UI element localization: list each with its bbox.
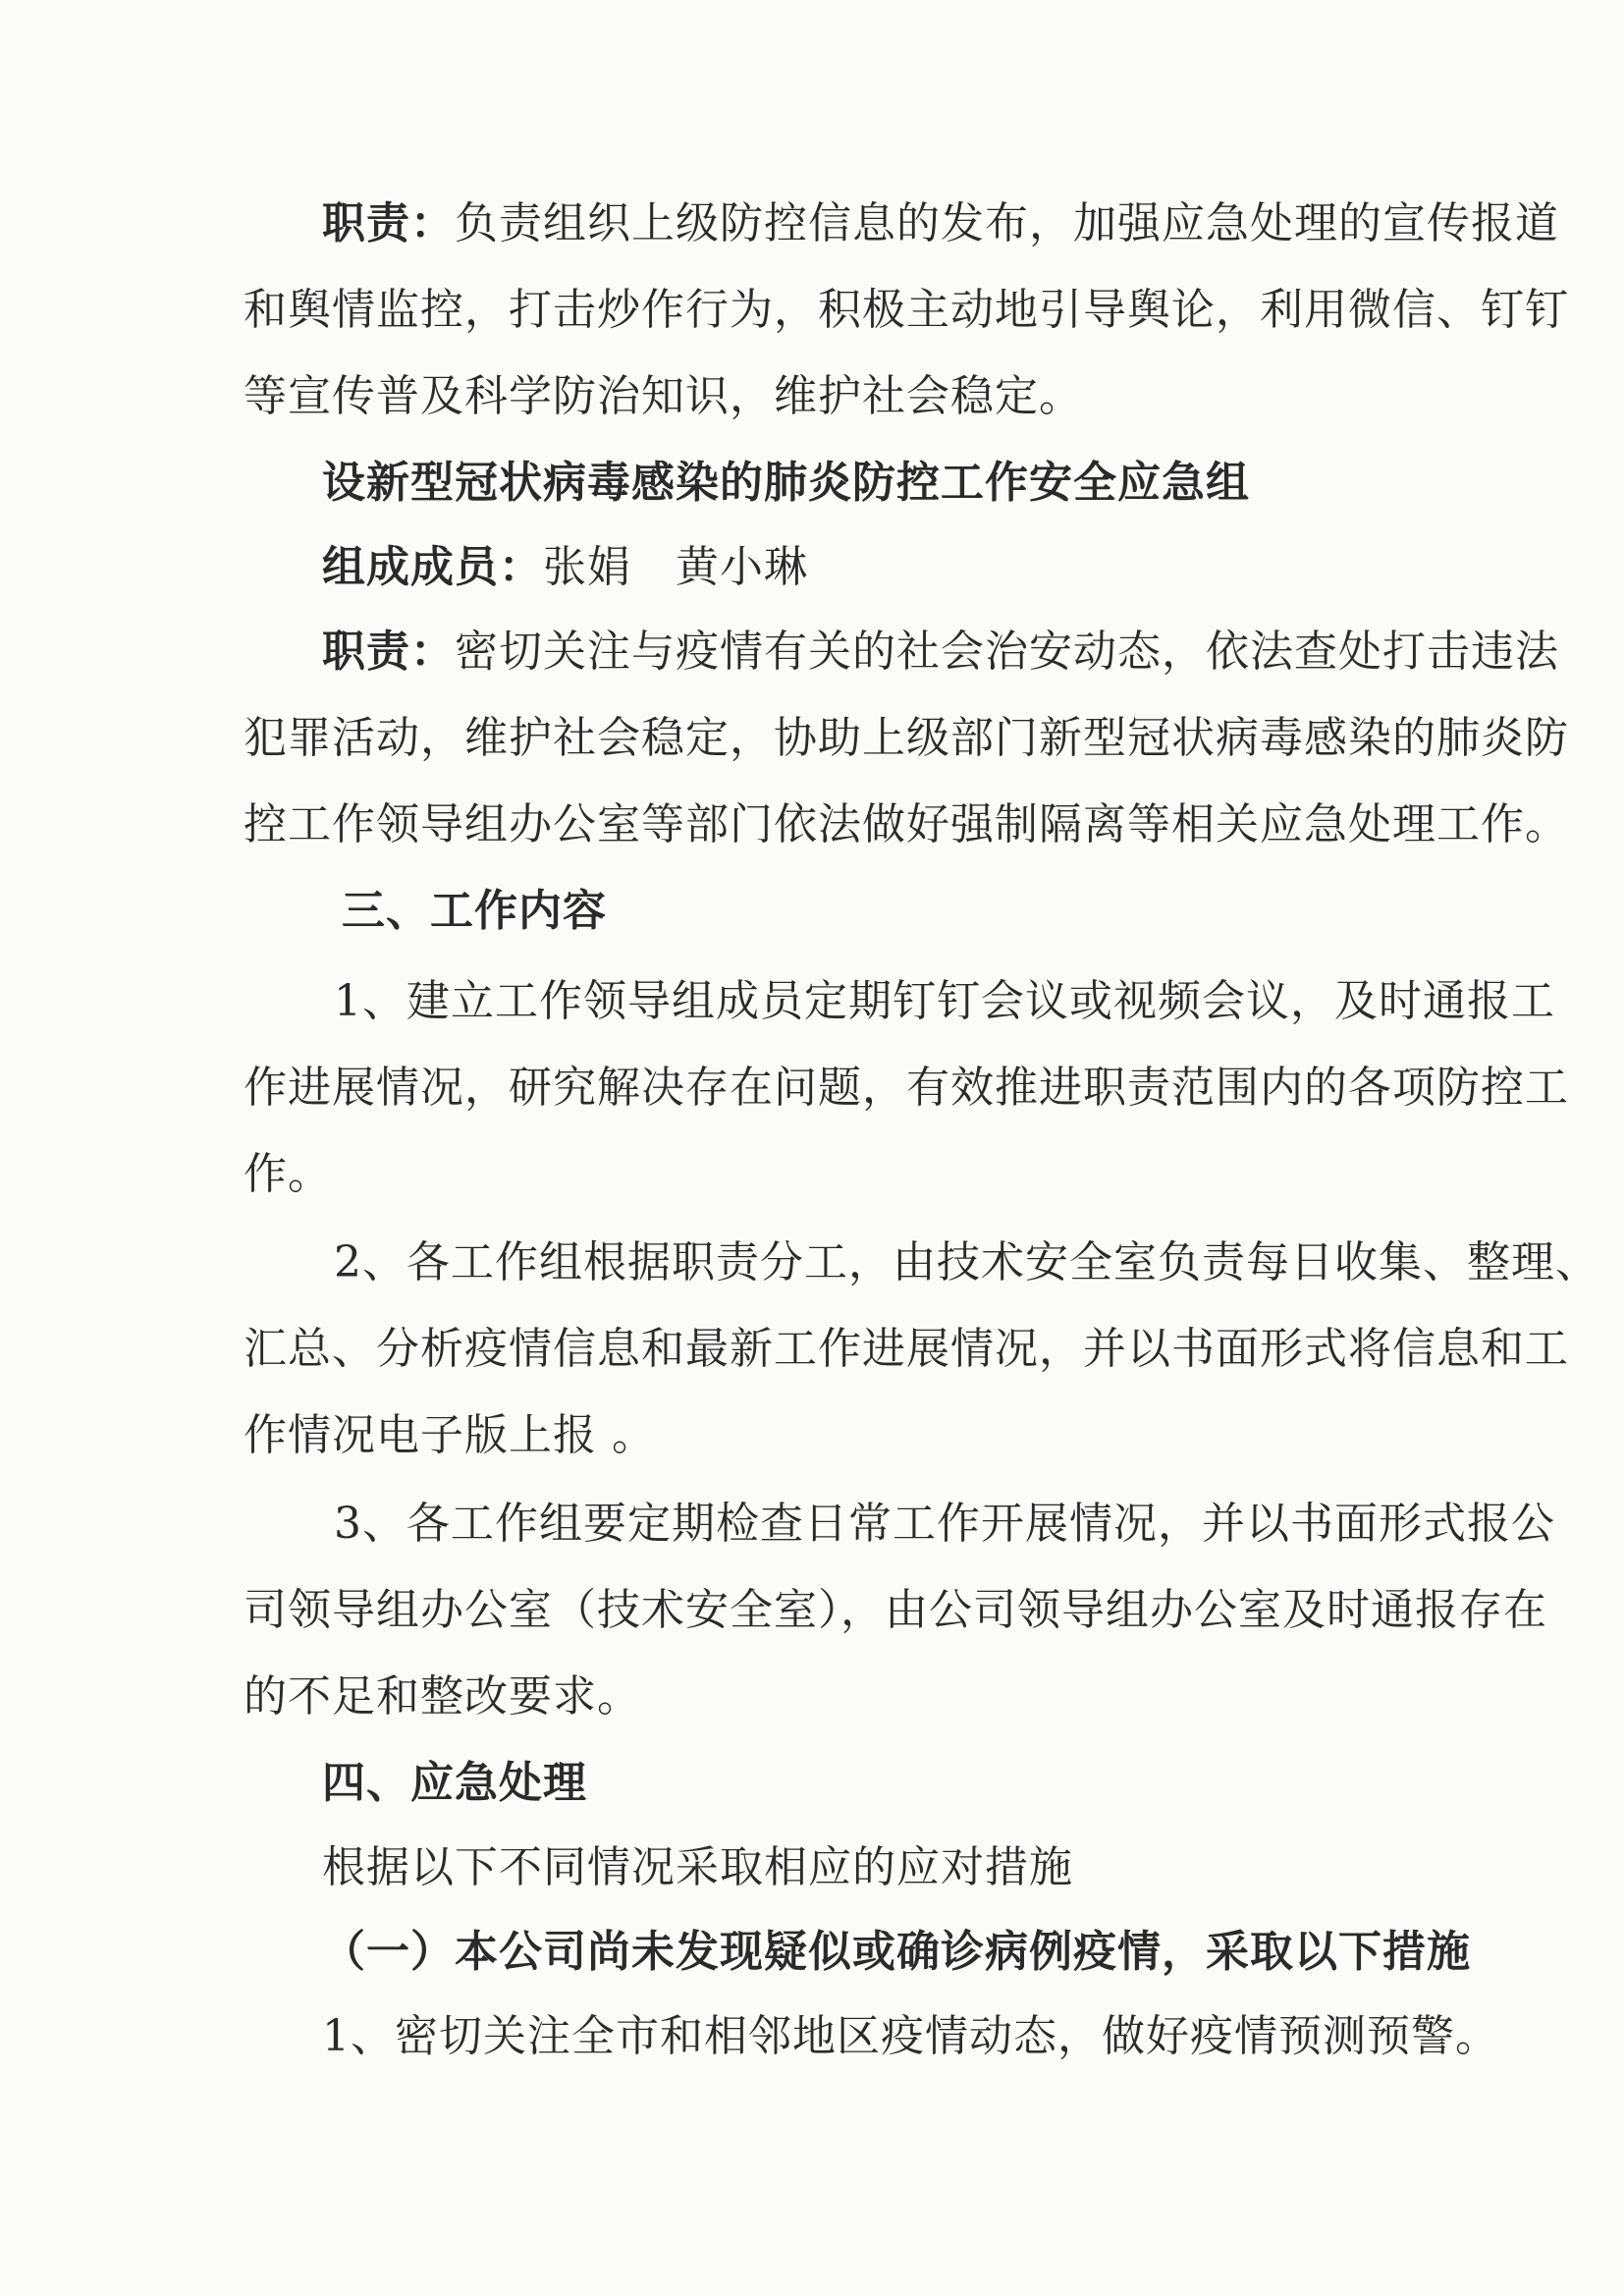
section3-item1-line-2: 作进展情况，研究解决存在问题，有效推进职责范围内的各项防控工 — [244, 1063, 1569, 1113]
security-duty-line-3: 控工作领导组办公室等部门依法做好强制隔离等相关应急处理工作。 — [244, 799, 1569, 849]
section4-sub1-item1: 1、密切关注全市和相邻地区疫情动态，做好疫情预测预警。 — [322, 2011, 1499, 2061]
section3-item3-line-3: 的不足和整改要求。 — [244, 1671, 641, 1722]
section4-intro: 根据以下不同情况采取相应的应对措施 — [322, 1842, 1073, 1892]
publicity-duty-line-1: 职责：负责组织上级防控信息的发布，加强应急处理的宣传报道 — [322, 198, 1559, 248]
section3-item3-line-1: 3、各工作组要定期检查日常工作开展情况，并以书面形式报公 — [334, 1499, 1555, 1549]
publicity-duty-line-3: 等宣传普及科学防治知识，维护社会稳定。 — [244, 371, 1083, 421]
section3-item2-line-1: 2、各工作组根据职责分工，由技术安全室负责每日收集、整理、 — [334, 1237, 1599, 1287]
publicity-duty-label: 职责： — [322, 198, 455, 248]
security-duty-label: 职责： — [322, 627, 455, 677]
section3-item2-line-3: 作情况电子版上报 。 — [244, 1410, 656, 1460]
security-group-title: 设新型冠状病毒感染的肺炎防控工作安全应急组 — [322, 458, 1250, 508]
publicity-duty-line-2: 和舆情监控，打击炒作行为，积极主动地引导舆论，利用微信、钉钉 — [244, 285, 1569, 335]
section3-item1-line-3: 作。 — [244, 1149, 332, 1199]
section3-item1-line-1: 1、建立工作领导组成员定期钉钉会议或视频会议，及时通报工 — [334, 976, 1555, 1026]
section4-heading: 四、应急处理 — [322, 1758, 587, 1808]
section3-item2-line-2: 汇总、分析疫情信息和最新工作进展情况，并以书面形式将信息和工 — [244, 1324, 1569, 1374]
section4-sub1-heading: （一）本公司尚未发现疑似或确诊病例疫情，采取以下措施 — [322, 1927, 1471, 1977]
security-duty-line-1: 职责：密切关注与疫情有关的社会治安动态，依法查处打击违法 — [322, 627, 1559, 677]
security-members-label: 组成成员： — [322, 542, 543, 592]
section3-item3-line-2: 司领导组办公室（技术安全室），由公司领导组办公室及时通报存在 — [244, 1585, 1547, 1635]
section3-heading: 三、工作内容 — [342, 886, 607, 936]
security-members: 张娟 黄小琳 — [543, 542, 808, 592]
security-duty-line-2: 犯罪活动，维护社会稳定，协助上级部门新型冠状病毒感染的肺炎防 — [244, 713, 1569, 763]
security-members-line — [322, 538, 808, 597]
